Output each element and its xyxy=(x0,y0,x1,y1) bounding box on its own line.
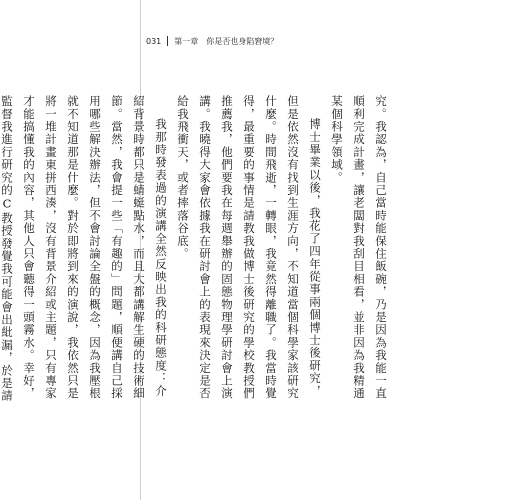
paragraph-1: 究。我認為，自己當時能保住飯碗，乃是因為我能一直順利完成計畫，讓老闆對我刮目相看，並非因為我精通某個科學領域。 xyxy=(330,95,388,400)
vertical-body-text xyxy=(0,95,392,405)
running-header xyxy=(146,35,278,47)
chapter-title: 你是否也身陷窘境？ xyxy=(206,36,279,46)
page-number: 031 xyxy=(146,36,162,46)
chapter-label: 第一章 xyxy=(174,36,199,46)
paragraph-3: 我那時發表過的演講全然反映出我的科研態度：介紹背景時都只是蜻蜓點水，而且大都講解生硬的技術細節。當然，我會提一些「有趣的」問題，順便講自己採用哪些解決辦法，但不會討論全盤的概念，因為我壓根就不知道那是什麼。對於即將到來的演說，我依然只是將一堆計畫東拼西湊，沒有背景介紹或主題，只有專家才能搞懂我的內容，其他人只會聽得一頭霧水。幸好，監督我進行研究的C教授發覺我可能會出紕漏，於是請 xyxy=(0,95,168,403)
paragraph-2: 博士畢業以後，我花了四年從事兩個博士後研究，但是依然沒有找到生涯方向，不知道當個科學家該研究什麼。時間飛逝，一轉眼，我竟然得離職了。我當時覺得，最重要的事情是請教我做博士後研究的學校教授們推薦我，他們要我在每週舉辦的固態物理學研討會上演講。我曉得大家會依據我在研討會上的表現來決定是否給我飛衝天，或者摔落谷底。 xyxy=(176,95,322,400)
header-divider xyxy=(167,36,168,46)
